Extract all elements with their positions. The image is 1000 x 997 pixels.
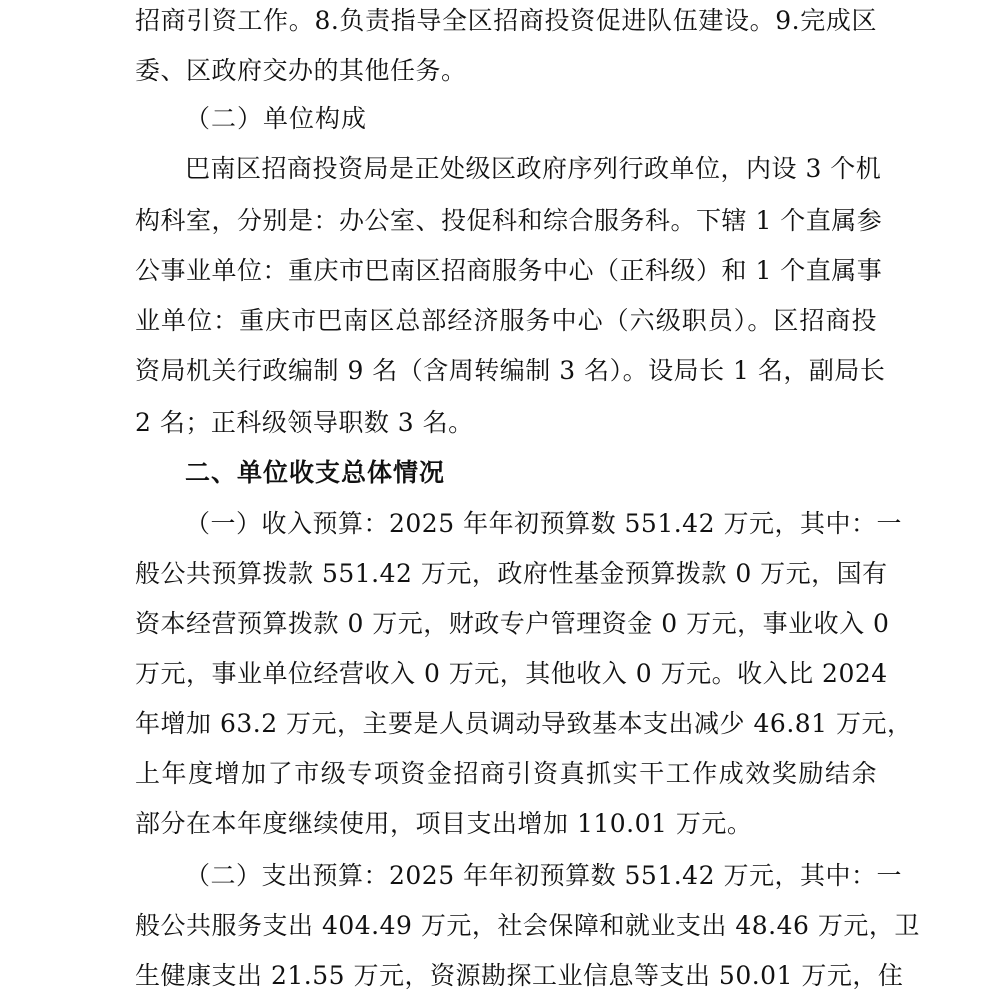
body-text-line: 巴南区招商投资局是正处级区政府序列行政单位，内设 3 个机 [185, 154, 882, 183]
body-text-line: 般公共服务支出 404.49 万元，社会保障和就业支出 48.46 万元，卫 [135, 911, 920, 940]
body-text-line: 业单位：重庆市巴南区总部经济服务中心（六级职员）。区招商投 [135, 306, 877, 335]
body-text-line: （一）收入预算：2025 年年初预算数 551.42 万元，其中：一 [185, 509, 902, 538]
body-text-line: 资局机关行政编制 9 名（含周转编制 3 名）。设局长 1 名，副局长 [135, 356, 886, 385]
body-text-line: 年增加 63.2 万元，主要是人员调动导致基本支出减少 46.81 万元， [135, 709, 913, 738]
body-text-line: 生健康支出 21.55 万元，资源勘探工业信息等支出 50.01 万元，住 [135, 961, 904, 990]
body-text-line: 招商引资工作。8.负责指导全区招商投资促进队伍建设。9.完成区 [135, 6, 877, 35]
body-text-line: 万元，事业单位经营收入 0 万元，其他收入 0 万元。收入比 2024 [135, 659, 888, 688]
subsection-heading-unit-composition: （二）单位构成 [185, 104, 368, 133]
body-text-line: 构科室，分别是：办公室、投促科和综合服务科。下辖 1 个直属参 [135, 206, 883, 235]
body-text-line: 部分在本年度继续使用，项目支出增加 110.01 万元。 [135, 809, 753, 838]
body-text-line: 上年度增加了市级专项资金招商引资真抓实干工作成效奖励结余 [135, 759, 877, 788]
body-text-line: 般公共预算拨款 551.42 万元，政府性基金预算拨款 0 万元，国有 [135, 559, 888, 588]
body-text-line: （二）支出预算：2025 年年初预算数 551.42 万元，其中：一 [185, 861, 902, 890]
body-text-line: 2 名；正科级领导职数 3 名。 [135, 408, 474, 437]
body-text-line: 资本经营预算拨款 0 万元，财政专户管理资金 0 万元，事业收入 0 [135, 609, 890, 638]
body-text-line: 委、区政府交办的其他任务。 [135, 56, 467, 85]
section-heading-revenue-expenditure: 二、单位收支总体情况 [185, 458, 446, 487]
body-text-line: 公事业单位：重庆市巴南区招商服务中心（正科级）和 1 个直属事 [135, 256, 883, 285]
